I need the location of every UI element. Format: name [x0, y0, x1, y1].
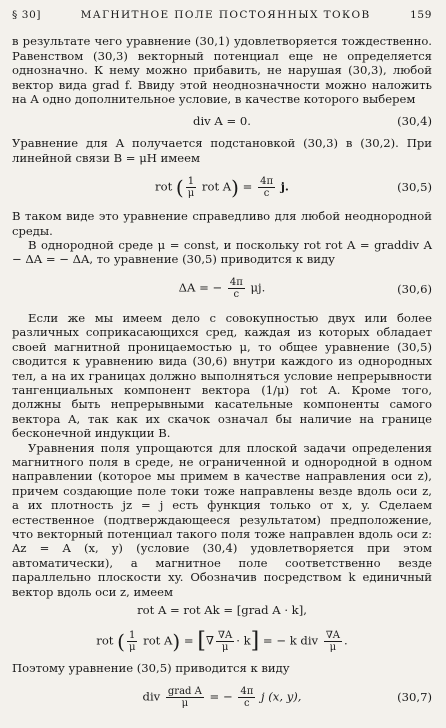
numerator: 1: [187, 175, 195, 187]
fraction-grad-a-over-mu: [166, 686, 204, 709]
dot-k: · k: [236, 633, 251, 647]
fraction-one-over-mu: [186, 176, 197, 199]
fraction-4pi-over-c: [228, 277, 245, 300]
numerator: 4π: [260, 175, 274, 187]
paragraph-2: Уравнение для A получается подстановкой (30,3) в (30,2). При линейной связи B = μH имеем: [12, 136, 432, 165]
paragraph-7: Поэтому уравнение (30,5) приводится к виду: [12, 661, 290, 675]
equation-30-6: [12, 267, 432, 311]
denominator: μ: [221, 641, 229, 653]
equation-rot-a: [12, 599, 432, 621]
denominator: μ: [181, 697, 189, 709]
equation-body: [155, 176, 289, 199]
paragraph-3: В таком виде это уравнение справедливо для любой неоднородной среды.: [12, 209, 432, 238]
equation-body: div A = 0.: [193, 114, 251, 129]
denominator: c: [233, 289, 240, 301]
equation-body: [179, 277, 266, 300]
section-marker: § 30]: [12, 9, 42, 21]
fraction-one-over-mu: [127, 630, 138, 653]
equation-30-4: [12, 106, 432, 136]
period: .: [344, 633, 348, 647]
fraction-grad-a-over-mu: [216, 630, 234, 653]
fraction-4pi-over-c: [238, 686, 255, 709]
left-bracket: [: [197, 627, 206, 653]
denominator: μ: [187, 187, 195, 199]
fraction-4pi-over-c: [258, 176, 275, 199]
numerator: ∇A: [325, 629, 341, 641]
j-of-xy: j (x, y),: [260, 689, 302, 704]
equation-number: (30,6): [397, 281, 432, 296]
equation-number: (30,7): [397, 690, 432, 705]
rot-a: rot A: [201, 179, 232, 194]
numerator: 4π: [240, 685, 254, 697]
mu-j: μj.: [250, 280, 266, 295]
nabla: ∇: [205, 633, 215, 647]
paragraph-1: в результате чего уравнение (30,1) удовлетворяется тождественно. Равенством (30,3) векторный потенциал еще не определяется однозначно. К нему можно прибавить, не нарушая (30,3), любой вектор вида grad f. Ввиду этой неоднозначности можно наложить на A одно дополнительное условие, в качестве которого выберем: [12, 34, 432, 107]
numerator: ∇A: [218, 629, 233, 641]
paragraph-6: Уравнения поля упрощаются для плоской задачи определения магнитного поля в среде, не ограниченной и однородной в одном направлении (которое мы примем в качестве направления оси z), причем создающие поле токи тоже направлены везде вдоль оси z, а их плотность jz = j есть функция только от x, y. Сделаем естественное (подтверждающееся результатом) предположение, что векторный потенциал такого поля тоже направлен вдоль оси z: Az = A (x, y) (условие (30,4) удовлетворяется при этом автоматически), а магнитное поле соответственно везде параллельно плоскости xy. Обозначив посредством k единичный вектор вдоль оси z, имеем: [12, 440, 432, 599]
equals-minus: = −: [209, 689, 233, 704]
denominator: c: [244, 697, 250, 709]
equation-30-5: [12, 165, 432, 209]
page-number: 159: [410, 9, 432, 21]
right-paren: ): [231, 175, 239, 200]
denominator: μ: [128, 641, 136, 653]
rot-operator: rot: [96, 633, 114, 647]
equation-body: [96, 627, 348, 653]
denominator: c: [263, 187, 270, 199]
numerator: 1: [129, 629, 136, 641]
right-paren: ): [172, 628, 181, 653]
denominator: μ: [329, 641, 337, 653]
running-header: [12, 8, 432, 22]
laplacian-a: ΔA = −: [178, 280, 223, 295]
equation-number: (30,5): [397, 180, 432, 195]
current-density: j.: [280, 179, 289, 194]
running-title: МАГНИТНОЕ ПОЛЕ ПОСТОЯННЫХ ТОКОВ: [80, 9, 371, 21]
equation-number: (30,4): [397, 114, 432, 129]
equals-sign: =: [242, 179, 253, 194]
minus-k-div: = − k div: [262, 633, 319, 647]
equation-body: [143, 686, 302, 709]
rot-operator: rot: [155, 179, 173, 194]
right-bracket: ]: [250, 627, 260, 653]
paragraph-4: В однородной среде μ = const, и поскольку rot rot A = graddiv A − ΔA = − ΔA, то уравнение (30,5) приводится к виду: [12, 238, 432, 267]
equals-sign: =: [183, 633, 194, 647]
left-paren: (: [175, 175, 184, 200]
equation-rot-a-over-mu: [12, 621, 432, 661]
left-paren: (: [117, 628, 125, 653]
numerator: 4π: [229, 277, 243, 289]
numerator: grad A: [167, 685, 202, 697]
div-operator: div: [142, 689, 161, 704]
rot-a: rot A: [143, 633, 173, 647]
paragraph-5: Если же мы имеем дело с совокупностью двух или более различных соприкасающихся сред, каждая из которых обладает своей магнитной проницаемостью μ, то общее уравнение (30,5) сводится к уравнению вида (30,6) внутри каждого из однородных тел, а на их границах должно выполняться условие непрерывности тангенциальных компонент вектора (1/μ) rot A. Кроме того, должны быть непрерывными касательные компоненты самого вектора A, так как их скачок означал бы наличие на границе бесконечной индукции B.: [12, 310, 432, 441]
fraction-grad-a-over-mu-2: [324, 630, 342, 653]
equation-body: rot A = rot Ak = [grad A · k],: [137, 602, 307, 617]
equation-30-7: [12, 675, 432, 719]
